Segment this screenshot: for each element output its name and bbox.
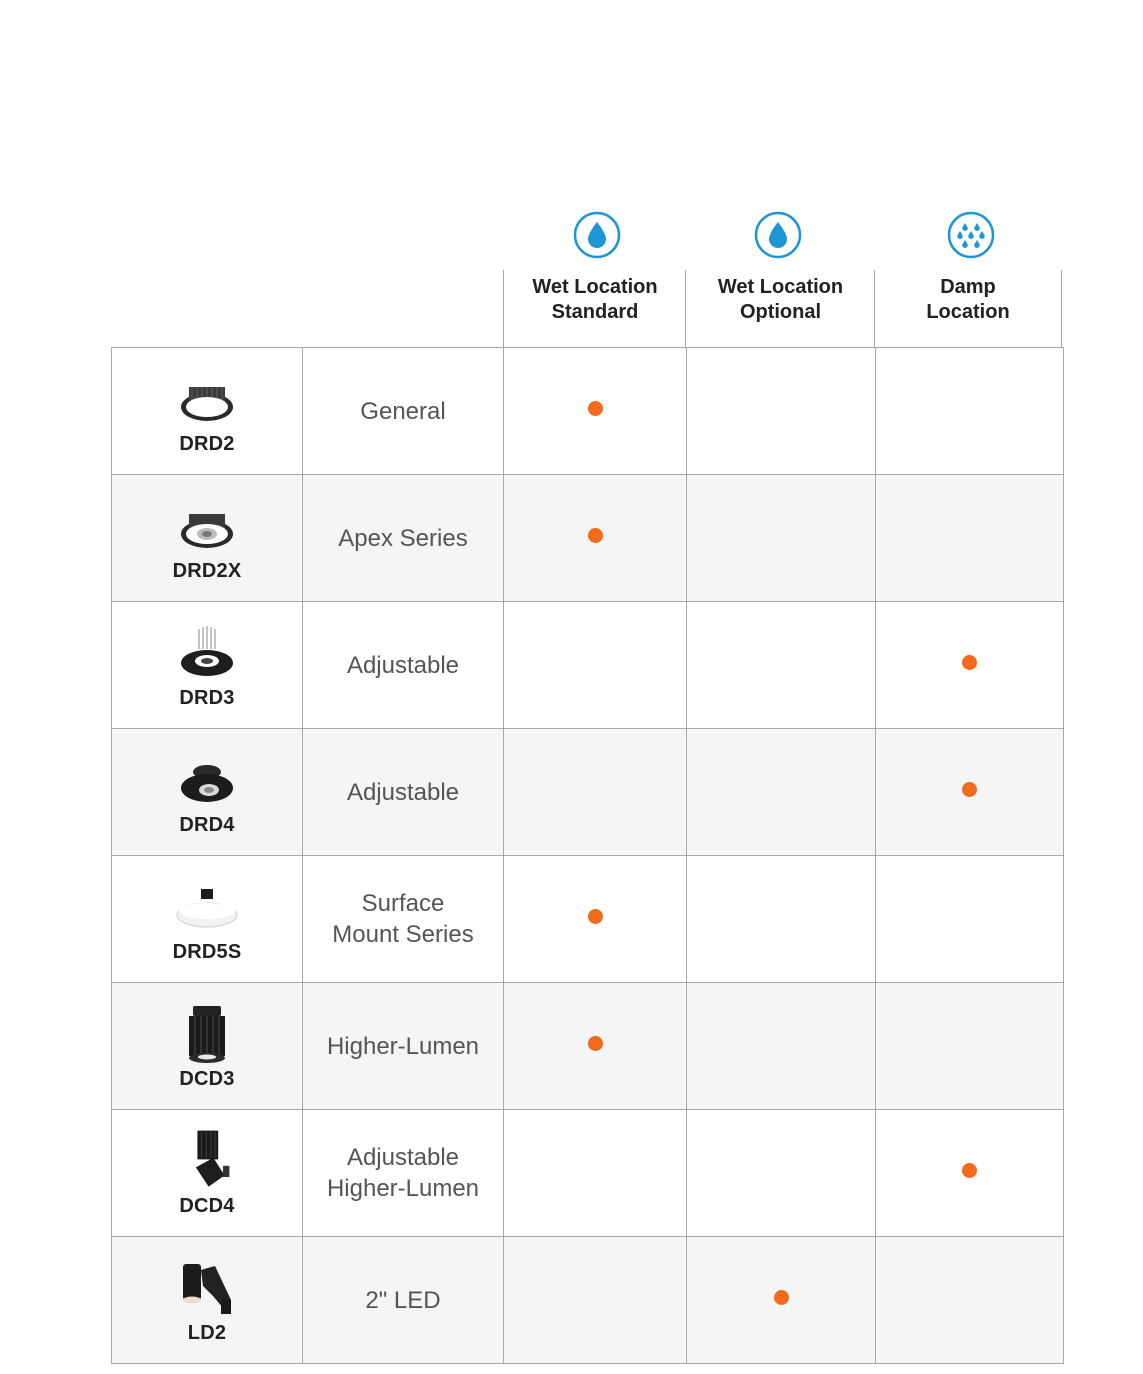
cell-wet-standard — [504, 348, 687, 475]
cell-damp — [876, 602, 1064, 729]
cell-wet-optional — [687, 1237, 876, 1364]
product-description — [303, 348, 504, 475]
product-cell — [112, 475, 303, 602]
product-description — [303, 983, 504, 1110]
description-line: Adjustable — [346, 1144, 460, 1171]
product-location-matrix — [111, 347, 1064, 1364]
product-description — [303, 602, 504, 729]
cell-damp — [876, 729, 1064, 856]
product-description — [303, 856, 504, 983]
drd3-fixture-icon — [175, 621, 239, 685]
column-icons — [503, 211, 1062, 259]
product-description — [303, 1237, 504, 1364]
cell-damp — [876, 856, 1064, 983]
availability-dot — [962, 1163, 977, 1178]
column-header-wet-standard: Wet Location Standard — [503, 270, 686, 348]
dcd4-fixture-icon — [175, 1129, 239, 1193]
availability-dot — [962, 782, 977, 797]
cell-damp — [876, 983, 1064, 1110]
table-row — [112, 856, 1064, 983]
damp-drops-icon — [947, 211, 995, 259]
availability-dot — [588, 401, 603, 416]
table-row — [112, 602, 1064, 729]
description-line: Higher-Lumen — [326, 1032, 480, 1060]
product-code: DRD2 — [179, 432, 235, 455]
column-header-wet-optional: Wet Location Optional — [685, 270, 875, 348]
cell-wet-optional — [687, 983, 876, 1110]
product-cell — [112, 602, 303, 729]
product-cell — [112, 348, 303, 475]
cell-wet-optional — [687, 1110, 876, 1237]
cell-wet-standard — [504, 729, 687, 856]
product-description — [303, 729, 504, 856]
product-description — [303, 1110, 504, 1237]
ld2-fixture-icon — [175, 1256, 239, 1320]
cell-wet-standard — [504, 475, 687, 602]
product-description — [303, 475, 504, 602]
description-line: Adjustable — [346, 778, 460, 806]
cell-damp — [876, 1237, 1064, 1364]
cell-wet-optional — [687, 729, 876, 856]
table-row — [112, 348, 1064, 475]
cell-damp — [876, 475, 1064, 602]
product-code: DRD5S — [172, 940, 242, 963]
table-row — [112, 1237, 1064, 1364]
product-code: DCD3 — [179, 1067, 235, 1090]
description-line: Adjustable — [346, 651, 460, 679]
availability-dot — [588, 1036, 603, 1051]
cell-wet-optional — [687, 475, 876, 602]
table-row — [112, 983, 1064, 1110]
cell-wet-optional — [687, 856, 876, 983]
cell-damp — [876, 348, 1064, 475]
water-drop-icon — [754, 211, 802, 259]
cell-wet-standard — [504, 983, 687, 1110]
product-cell — [112, 1110, 303, 1237]
cell-damp — [876, 1110, 1064, 1237]
product-code: DRD4 — [179, 813, 235, 836]
drd2-fixture-icon — [175, 367, 239, 431]
water-drop-icon — [573, 211, 621, 259]
description-line: Higher-Lumen — [326, 1175, 480, 1202]
product-cell — [112, 856, 303, 983]
description-line: Mount Series — [332, 921, 474, 948]
column-headers — [503, 270, 1062, 348]
table-row — [112, 729, 1064, 856]
cell-wet-standard — [504, 856, 687, 983]
product-code: LD2 — [187, 1321, 227, 1344]
table-row — [112, 475, 1064, 602]
cell-wet-optional — [687, 602, 876, 729]
cell-wet-standard — [504, 602, 687, 729]
product-cell — [112, 729, 303, 856]
availability-dot — [588, 909, 603, 924]
product-code: DRD2X — [172, 559, 242, 582]
dcd3-fixture-icon — [175, 1002, 239, 1066]
product-cell — [112, 1237, 303, 1364]
cell-wet-optional — [687, 348, 876, 475]
availability-dot — [774, 1290, 789, 1305]
cell-wet-standard — [504, 1110, 687, 1237]
cell-wet-standard — [504, 1237, 687, 1364]
drd5s-fixture-icon — [175, 875, 239, 939]
description-line: Apex Series — [338, 524, 468, 552]
drd4-fixture-icon — [175, 748, 239, 812]
description-line: Surface — [361, 890, 445, 917]
drd2x-fixture-icon — [175, 494, 239, 558]
description-line: 2" LED — [365, 1286, 441, 1314]
product-code: DCD4 — [179, 1194, 235, 1217]
product-code: DRD3 — [179, 686, 235, 709]
availability-dot — [588, 528, 603, 543]
description-line: General — [360, 397, 446, 425]
availability-dot — [962, 655, 977, 670]
product-cell — [112, 983, 303, 1110]
column-header-damp: Damp Location — [874, 270, 1062, 348]
table-row — [112, 1110, 1064, 1237]
